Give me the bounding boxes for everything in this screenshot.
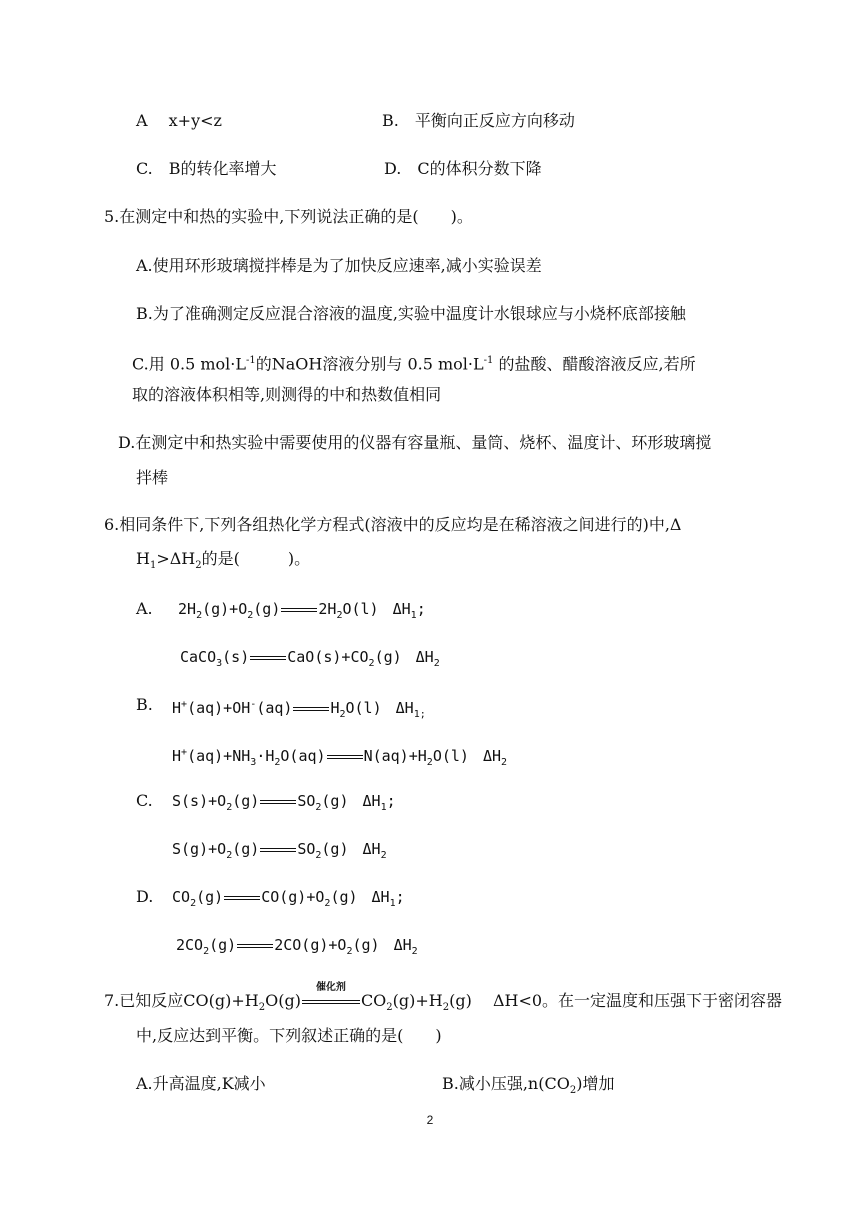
q5-option-b: B.为了准确测定反应混合溶液的温度,实验中温度计水银球应与小烧杯底部接触 bbox=[136, 304, 686, 323]
q5-option-c-line1: C.用 0.5 $mol\cdot L^{-1}$的NaOH溶液分别与 0.5 $mol\cdot L^{-1}$ 的盐酸、醋酸溶液反应,若所 bbox=[132, 354, 696, 374]
q6-stem-line1: 6.相同条件下,下列各组热化学方程式(溶液中的反应均是在稀溶液之间进行的)中,Δ bbox=[104, 515, 682, 534]
equals-sign-icon bbox=[224, 893, 260, 903]
equals-sign-icon bbox=[327, 752, 363, 762]
q5-stem: 5.在测定中和热的实验中,下列说法正确的是( )。 bbox=[104, 207, 473, 226]
q6-option-b-equation-1: H+(aq)+OH-(aq) $H_2O(l)$ $\Delta H_{1;}$ bbox=[172, 699, 426, 720]
q4-option-d: D. C的体积分数下降 bbox=[384, 159, 542, 178]
q7-stem-line2: 中,反应达到平衡。下列叙述正确的是( ) bbox=[136, 1026, 442, 1045]
q5-option-c-line2: 取的溶液体积相等,则测得的中和热数值相同 bbox=[132, 385, 442, 404]
q6-option-d-equation-2: $2CO_2(g)$ $2CO(g)+O_2(g)$ $\Delta H_2$ bbox=[176, 936, 418, 957]
q6-option-d-equation-1: $CO_2(g)$ $CO(g)+O_2(g)$ $\Delta H_1$; bbox=[172, 888, 405, 909]
catalyst-label: 催化剂 bbox=[315, 981, 346, 993]
equals-sign-icon bbox=[260, 845, 296, 855]
q6-option-c-label: C. bbox=[136, 791, 153, 810]
q4-option-b: B. 平衡向正反应方向移动 bbox=[382, 111, 575, 130]
q6-option-b-equation-2: $H^+(aq)+NH_3\cdot H_2O(aq)$ $N(aq)+H_2O(l)$ $\Delta H_2$ bbox=[172, 747, 508, 768]
page-number: 2 bbox=[426, 1113, 434, 1127]
equals-sign-icon bbox=[250, 653, 286, 663]
q6-option-a-equation-2: CaCO$_3$(s) $CaO(s)+CO_2(g)$ $\Delta H_2$ bbox=[180, 648, 440, 669]
equals-sign-icon bbox=[237, 941, 273, 951]
q6-option-a-label: A. bbox=[136, 599, 153, 618]
q6-option-c-equation-1: $S(s)+O_2(g)$ $SO_2(g)$ $\Delta H_1$; bbox=[172, 792, 396, 813]
equals-sign-icon bbox=[260, 797, 296, 807]
q7-option-a: A.升高温度,K减小 bbox=[136, 1074, 266, 1093]
q6-option-a-equation-1: $2H_2(g)+O_2(g)$ $2H_2O(l)$ $\Delta H_1$; bbox=[178, 600, 426, 621]
q6-option-b-label: B. bbox=[136, 695, 153, 714]
q7-stem-line1: 7.已知反应$CO(g)+H_2O(g)$ 催化剂 $CO_2(g)+H_2(g)$ ΔH<0。在一定温度和压强下于密闭容器 bbox=[104, 981, 783, 1014]
equals-sign-icon bbox=[293, 704, 329, 714]
catalyst-arrow-icon bbox=[302, 981, 360, 1008]
q5-option-a: A.使用环形玻璃搅拌棒是为了加快反应速率,减小实验误差 bbox=[136, 256, 542, 275]
q4-option-c: C. B的转化率增大 bbox=[136, 159, 277, 178]
q5-option-d-line1: D.在测定中和热实验中需要使用的仪器有容量瓶、量筒、烧杯、温度计、环形玻璃搅 bbox=[118, 433, 712, 452]
q6-option-d-label: D. bbox=[136, 887, 154, 906]
equals-sign-icon bbox=[281, 605, 317, 615]
q7-option-b: B.减小压强$,n(CO_2)$增加 bbox=[442, 1074, 615, 1097]
q6-option-c-equation-2: $S(g)+O_2(g)$ $SO_2(g)$ $\Delta H_2$ bbox=[172, 840, 387, 861]
q5-option-d-line2: 拌棒 bbox=[136, 468, 169, 487]
q4-option-a: A x+y<z bbox=[136, 111, 222, 130]
q6-stem-line2: $H_1>\Delta H_2$的是( )。 bbox=[136, 549, 311, 572]
